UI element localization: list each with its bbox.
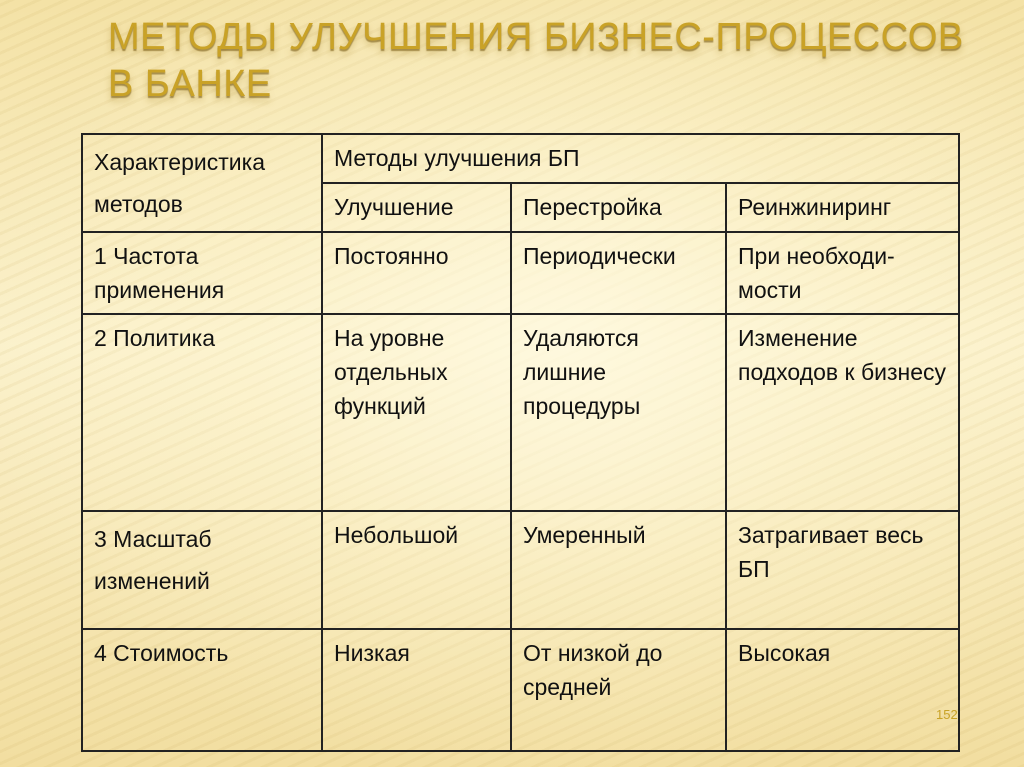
row-label-text: 3 Масштаб изменений — [94, 526, 212, 594]
cell-text: Удаляются лишние процедуры — [523, 325, 641, 419]
table-cell — [511, 232, 726, 314]
cell-text: Изменение подходов к бизнесу — [738, 325, 947, 385]
cell-text: От низкой до средней — [523, 640, 663, 700]
column-header-text: Реинжиниринг — [738, 194, 892, 220]
row-label-text: 4 Стоимость — [94, 640, 229, 666]
table-cell — [322, 232, 511, 314]
cell-text: На уровне отдельных функций — [334, 325, 448, 419]
table-cell — [726, 314, 959, 511]
cell-text: Затрагивает весь БП — [738, 522, 924, 582]
cell-text: Низкая — [334, 640, 410, 666]
cell-text: Постоянно — [334, 243, 449, 269]
table-header-row — [82, 134, 959, 183]
column-header — [322, 183, 511, 232]
table-row — [82, 629, 959, 751]
table-row — [82, 314, 959, 511]
row-label-cell — [82, 232, 322, 314]
group-header-text: Методы улучшения БП — [334, 145, 580, 171]
group-header-cell — [322, 134, 959, 183]
corner-header-cell — [82, 134, 322, 232]
row-label-cell — [82, 314, 322, 511]
page-number: 152 — [936, 707, 958, 722]
corner-header-text: Характеристика методов — [94, 149, 265, 217]
row-label-text: 1 Частота применения — [94, 243, 225, 303]
table-cell — [726, 232, 959, 314]
row-label-cell — [82, 629, 322, 751]
column-header — [726, 183, 959, 232]
table-row — [82, 511, 959, 629]
cell-text: Высокая — [738, 640, 831, 666]
table-cell — [322, 629, 511, 751]
table-cell — [322, 511, 511, 629]
table-cell — [726, 629, 959, 751]
table-cell — [511, 314, 726, 511]
table-cell — [322, 314, 511, 511]
table-cell — [511, 629, 726, 751]
cell-text: Умеренный — [523, 522, 646, 548]
cell-text: Небольшой — [334, 522, 459, 548]
column-header-text: Улучшение — [334, 194, 454, 220]
table-cell — [511, 511, 726, 629]
slide-title: МЕТОДЫ УЛУЧШЕНИЯ БИЗНЕС-ПРОЦЕССОВ В БАНКЕ — [108, 16, 964, 105]
column-header — [511, 183, 726, 232]
table-cell — [726, 511, 959, 629]
cell-text: При необходи-мости — [738, 243, 895, 303]
column-header-text: Перестройка — [523, 194, 662, 220]
methods-table — [81, 133, 960, 752]
row-label-cell — [82, 511, 322, 629]
row-label-text: 2 Политика — [94, 325, 216, 351]
cell-text: Периодически — [523, 243, 676, 269]
table-row — [82, 232, 959, 314]
